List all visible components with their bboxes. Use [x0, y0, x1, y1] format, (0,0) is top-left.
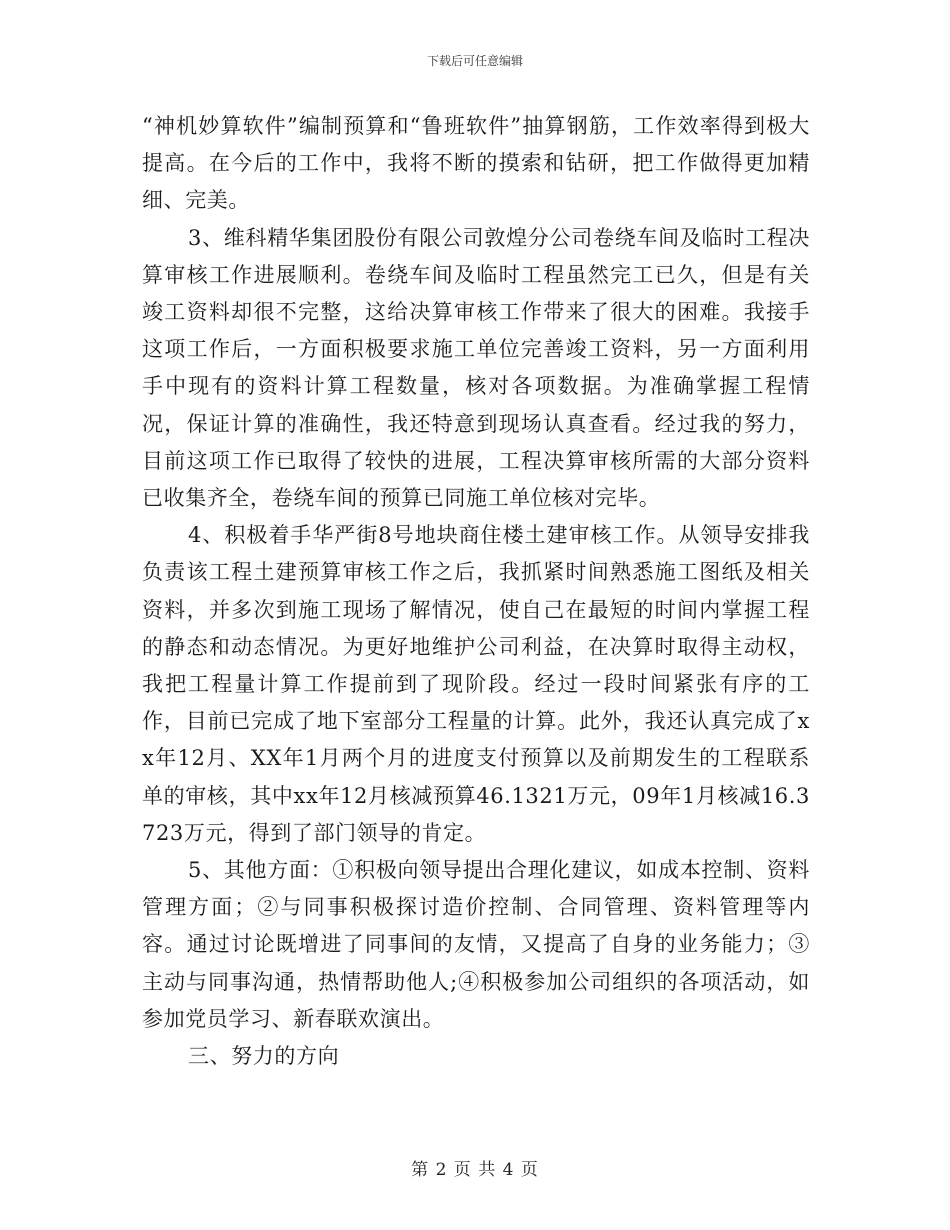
total-pages-number: 4	[502, 1160, 515, 1180]
current-page-number: 2	[435, 1160, 448, 1180]
header-note: 下载后可任意编辑	[426, 54, 523, 68]
section-heading-direction: 三、努力的方向	[188, 1044, 340, 1069]
paragraph-item-4: 4、积极着手华严街8号地块商住楼土建审核工作。从领导安排我负责该工程土建预算审核工作之后，我抓紧时间熟悉施工图纸及相关资料，并多次到施工现场了解情况，使自己在最短的时间内掌握工程的静态和动态情况。为更好地维护公司利益，在决算时取得主动权，我把工程量计算工作提前到了现阶段。经过一段时间紧张有序的工作，目前已完成了地下室部分工程量的计算。此外，我还认真完成了xx年12月、XX年1月两个月的进度支付预算以及前期发生的工程联系单的审核，其中xx年12月核减预算46.1321万元，09年1月核减16.3723万元，得到了部门领导的肯定。	[142, 523, 810, 845]
page-footer	[0, 1155, 950, 1180]
page-label-prefix: 第	[411, 1160, 430, 1180]
document-body	[142, 108, 810, 1075]
paragraph-item-3: 3、维科精华集团股份有限公司敦煌分公司卷绕车间及临时工程决算审核工作进展顺利。卷绕车间及临时工程虽然完工已久，但是有关竣工资料却很不完整，这给决算审核工作带来了很大的困难。我接手这项工作后，一方面积极要求施工单位完善竣工资料，另一方面利用手中现有的资料计算工程数量，核对各项数据。为准确掌握工程情况，保证计算的准确性，我还特意到现场认真查看。经过我的努力，目前这项工作已取得了较快的进展，工程决算审核所需的大部分资料已收集齐全，卷绕车间的预算已同施工单位核对完毕。	[142, 225, 810, 511]
page-label-suffix: 页	[520, 1160, 539, 1180]
paragraph-item-5: 5、其他方面：①积极向领导提出合理化建议，如成本控制、资料管理方面；②与同事积极探讨造价控制、合同管理、资料管理等内容。通过讨论既增进了同事间的友情，又提高了自身的业务能力；③主动与同事沟通，热情帮助他人;④积极参加公司组织的各项活动，如参加党员学习、新春联欢演出。	[142, 858, 810, 1031]
paragraph-continuation: “神机妙算软件”编制预算和“鲁班软件”抽算钢筋，工作效率得到极大提高。在今后的工作中，我将不断的摸索和钻研，把工作做得更加精细、完美。	[142, 114, 810, 213]
page-label-mid: 页 共	[453, 1160, 497, 1180]
